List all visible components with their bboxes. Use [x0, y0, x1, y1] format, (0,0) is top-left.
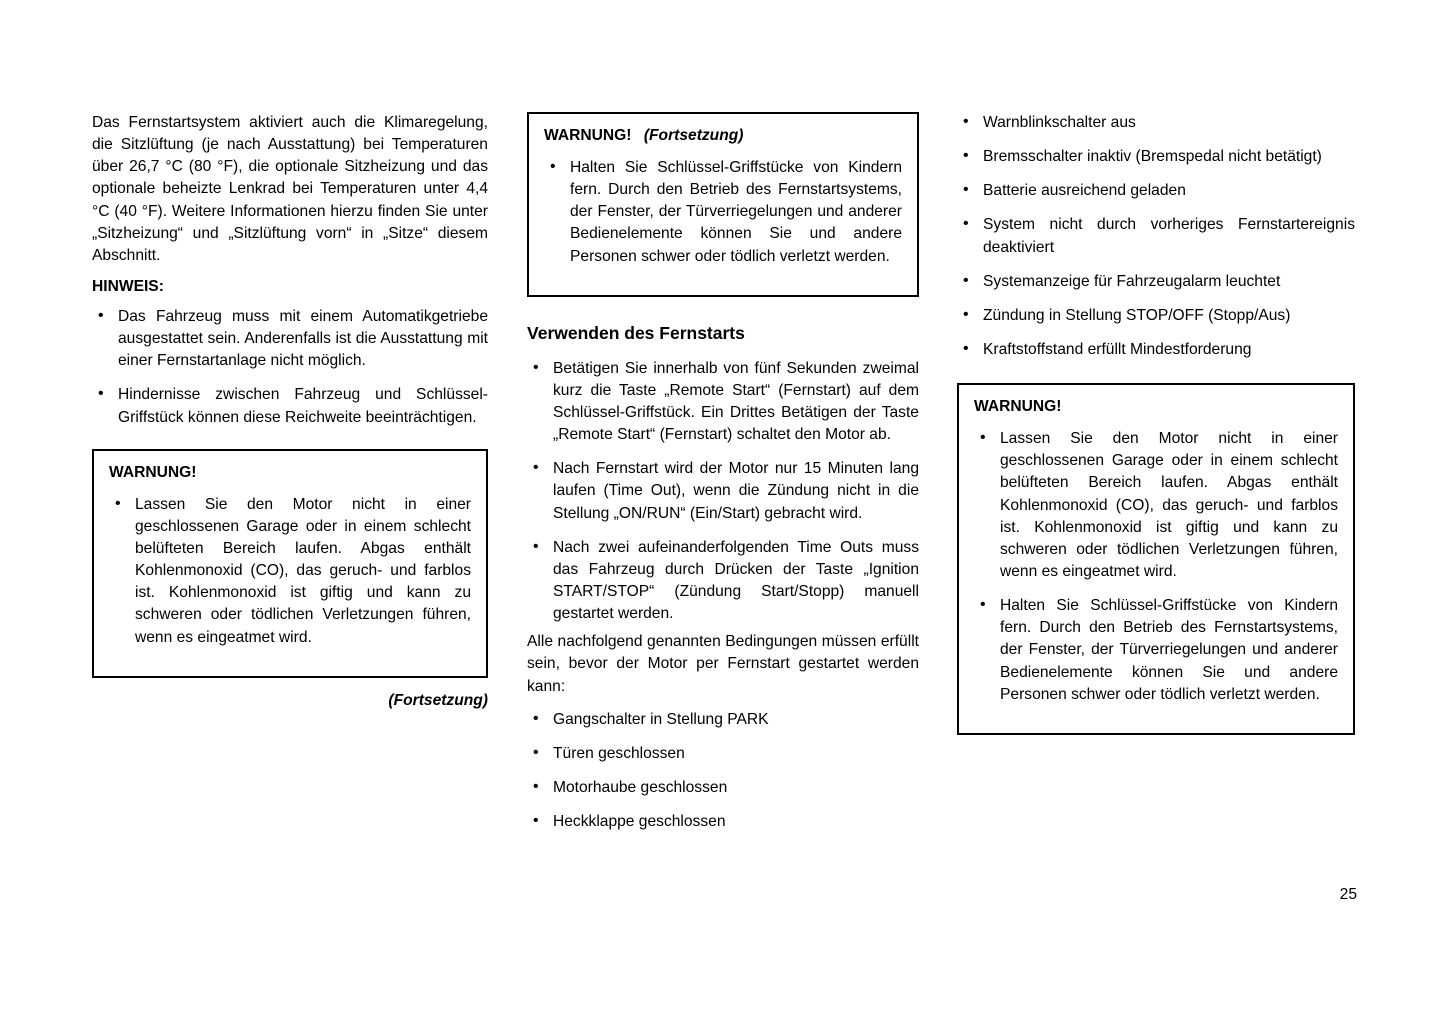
list-item: • Bremsschalter inaktiv (Bremspedal nicht betätigt) — [957, 146, 1355, 168]
list-item: • Nach zwei aufeinanderfolgenden Time Outs muss das Fahrzeug durch Drücken der Taste „Ignition START/STOP“ (Zündung Start/Stopp) manuell gestartet werden. — [527, 537, 919, 626]
left-column — [92, 112, 488, 710]
note-heading: HINWEIS: — [92, 277, 164, 295]
intro-paragraph: Das Fernstartsystem aktiviert auch die Klimaregelung, die Sitzlüftung (je nach Ausstattung) bei Temperaturen über 26,7 °C (80 °F), die optionale Sitzheizung und das optionale beheizte Lenkrad bei Temperaturen unter 4,4 °C (40 °F). Weitere Informationen hierzu finden Sie unter „Sitzheizung“ und „Sitzlüftung vorn“ in „Sitze“ diesem Abschnitt. — [92, 114, 488, 264]
warning-bullet-list — [974, 428, 1338, 706]
list-item: • Kraftstoffstand erfüllt Mindestforderung — [957, 339, 1355, 361]
list-item: • Heckklappe geschlossen — [527, 811, 919, 833]
list-item: • Lassen Sie den Motor nicht in einer geschlossenen Garage oder in einem schlecht belüfteten Bereich laufen. Abgas enthält Kohlenmonoxid (CO), das geruch- und farblos ist. Kohlenmonoxid ist giftig und kann zu schweren oder tödlichen Verletzungen führen, wenn es eingeatmet wird. — [974, 428, 1338, 583]
list-item: • Batterie ausreichend geladen — [957, 180, 1355, 202]
warning-title — [544, 127, 902, 145]
warning-bullet-list — [109, 494, 471, 649]
list-item: • Türen geschlossen — [527, 743, 919, 765]
list-item: • Warnblinkschalter aus — [957, 112, 1355, 134]
list-item: • Nach Fernstart wird der Motor nur 15 Minuten lang laufen (Time Out), wenn die Zündung nicht in die Stellung „ON/RUN“ (Ein/Start) gebracht wird. — [527, 458, 919, 524]
warning-title-text: WARNUNG! — [544, 127, 632, 144]
list-item: • System nicht durch vorheriges Fernstartereignis deaktiviert — [957, 214, 1355, 258]
list-item: • Halten Sie Schlüssel-Griffstücke von Kindern fern. Durch den Betrieb des Fernstartsystems, der Fenster, der Türverriegelungen und anderer Bedienelemente können Sie und andere Personen schwer oder tödlich verletzt werden. — [974, 595, 1338, 706]
warning-box-right — [957, 383, 1355, 735]
warning-title: WARNUNG! — [974, 398, 1062, 416]
warning-bullet-list — [544, 157, 902, 268]
note-bullet-list — [92, 306, 488, 429]
list-item: • Das Fahrzeug muss mit einem Automatikgetriebe ausgestattet sein. Anderenfalls ist die Ausstattung mit einer Fernstartanlage nicht möglich. — [92, 306, 488, 372]
page-number: 25 — [1339, 886, 1357, 903]
list-item: • Hindernisse zwischen Fahrzeug und Schlüssel-Griffstück können diese Reichweite beeinträchtigen. — [92, 384, 488, 428]
section-heading: Verwenden des Fernstarts — [527, 322, 745, 343]
warning-title: WARNUNG! — [109, 463, 197, 481]
warning-box-middle — [527, 112, 919, 297]
middle-column — [527, 112, 919, 833]
list-item: • Zündung in Stellung STOP/OFF (Stopp/Aus) — [957, 305, 1355, 327]
conditions-continued-list — [957, 112, 1355, 361]
conditions-intro: Alle nachfolgend genannten Bedingungen müssen erfüllt sein, bevor der Motor per Fernstart gestartet werden kann: — [527, 633, 919, 695]
list-item: • Gangschalter in Stellung PARK — [527, 709, 919, 731]
right-column — [957, 112, 1355, 735]
continued-label-left: (Fortsetzung) — [388, 691, 488, 709]
list-item: • Halten Sie Schlüssel-Griffstücke von Kindern fern. Durch den Betrieb des Fernstartsystems, der Fenster, der Türverriegelungen und anderer Bedienelemente können Sie und andere Personen schwer oder tödlich verletzt werden. — [544, 157, 902, 268]
warning-box-left — [92, 449, 488, 678]
list-item: • Motorhaube geschlossen — [527, 777, 919, 799]
list-item: • Systemanzeige für Fahrzeugalarm leuchtet — [957, 271, 1355, 293]
conditions-list — [527, 709, 919, 834]
list-item: • Betätigen Sie innerhalb von fünf Sekunden zweimal kurz die Taste „Remote Start“ (Fernstart) auf dem Schlüssel-Griffstück. Ein Drittes Betätigen der Taste „Remote Start“ (Fernstart) schaltet den Motor ab. — [527, 358, 919, 447]
list-item: • Lassen Sie den Motor nicht in einer geschlossenen Garage oder in einem schlecht belüfteten Bereich laufen. Abgas enthält Kohlenmonoxid (CO), das geruch- und farblos ist. Kohlenmonoxid ist giftig und kann zu schweren oder tödlichen Verletzungen führen, wenn es eingeatmet wird. — [109, 494, 471, 649]
warning-title-continued: (Fortsetzung) — [643, 127, 744, 144]
usage-bullet-list — [527, 358, 919, 626]
